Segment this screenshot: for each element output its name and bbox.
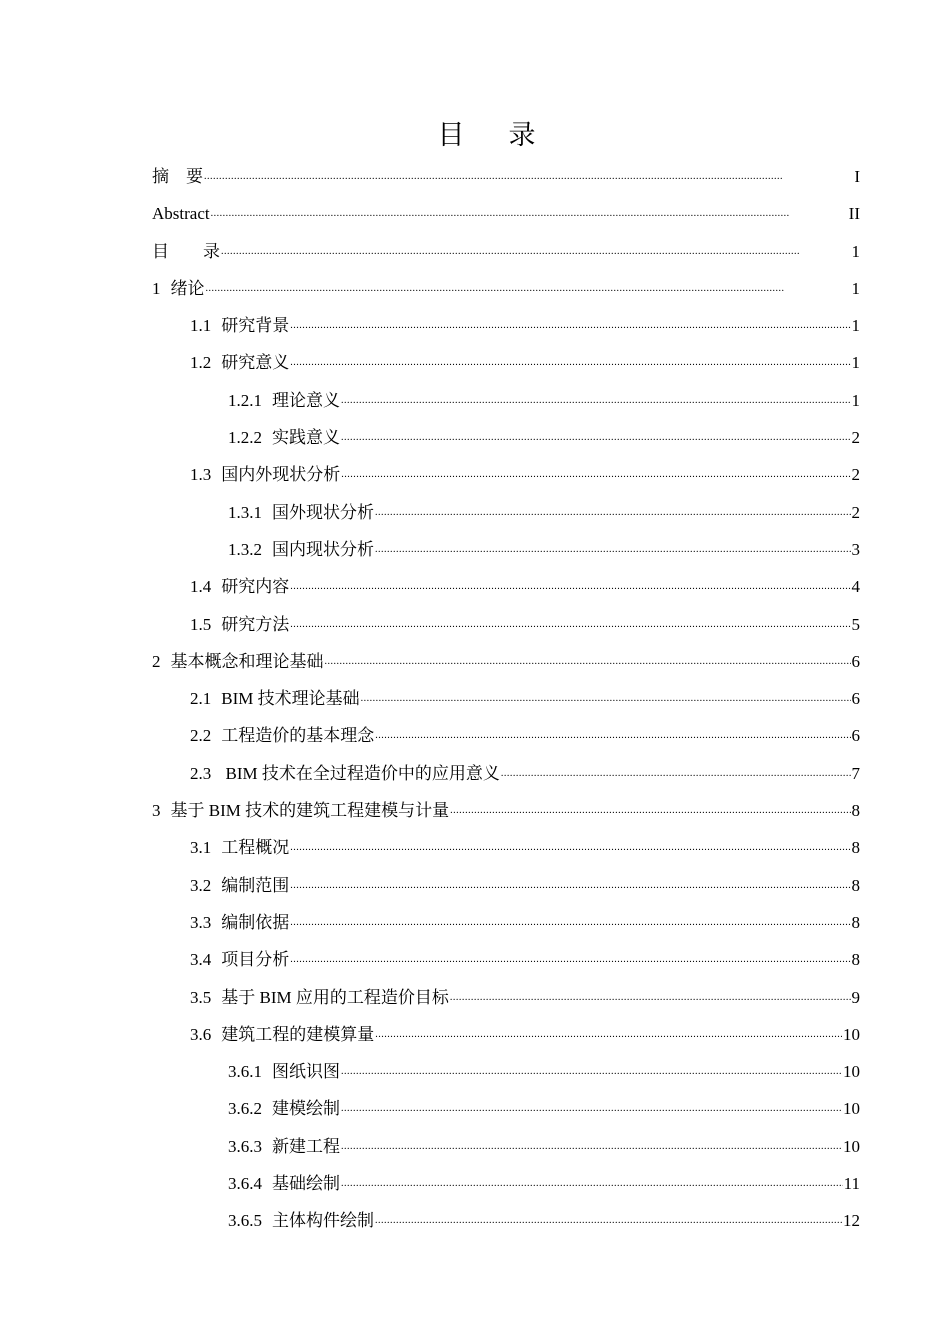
dot-leader xyxy=(325,650,851,667)
toc-page-number: 6 xyxy=(851,726,860,746)
toc-section-title: 目 录 xyxy=(152,241,220,261)
toc-section-number: 1.5 xyxy=(190,614,212,634)
toc-entry-label xyxy=(228,1128,340,1165)
toc-entry-label xyxy=(190,307,289,344)
toc-section-title: 研究背景 xyxy=(221,316,290,336)
dot-leader xyxy=(341,1135,842,1152)
toc-page-number: 10 xyxy=(843,1062,860,1082)
toc-entry[interactable] xyxy=(152,531,860,568)
dot-leader xyxy=(341,389,851,406)
toc-page-number: 1 xyxy=(851,241,860,261)
toc-entry[interactable] xyxy=(152,606,860,643)
toc-entry-label xyxy=(190,904,289,941)
toc-entry[interactable] xyxy=(152,1202,860,1239)
toc-section-number: 3.6.5 xyxy=(228,1211,262,1231)
toc-page-number: 4 xyxy=(851,577,860,597)
toc-entry[interactable] xyxy=(152,195,860,232)
toc-entry-label xyxy=(228,419,340,456)
dot-leader xyxy=(290,836,850,853)
toc-entry-label xyxy=(190,568,289,605)
toc-page-number: 10 xyxy=(843,1099,860,1119)
dot-leader xyxy=(290,874,850,891)
toc-entry[interactable] xyxy=(152,867,860,904)
toc-page-number: 9 xyxy=(851,987,860,1007)
toc-section-number: 2 xyxy=(152,651,161,671)
dot-leader xyxy=(221,240,851,257)
toc-entry[interactable] xyxy=(152,941,860,978)
toc-section-number: 3.3 xyxy=(190,912,212,932)
toc-section-number: 2.2 xyxy=(190,726,212,746)
toc-page-number: 1 xyxy=(851,390,860,410)
dot-leader xyxy=(341,426,851,443)
toc-entry-label xyxy=(228,1090,340,1127)
dot-leader xyxy=(204,165,853,182)
toc-section-number: 3.4 xyxy=(190,950,212,970)
toc-entry[interactable] xyxy=(152,382,860,419)
toc-entry-label xyxy=(152,643,324,680)
toc-section-title: 理论意义 xyxy=(272,390,340,410)
toc-entry[interactable] xyxy=(152,344,860,381)
toc-section-number: 2.3 xyxy=(190,763,212,783)
toc-section-title: 新建工程 xyxy=(272,1136,340,1156)
toc-section-title: 工程概况 xyxy=(221,838,290,858)
title-char-1: 目 xyxy=(437,120,467,150)
toc-entry[interactable] xyxy=(152,494,860,531)
toc-page-number: 2 xyxy=(851,502,860,522)
toc-entry[interactable] xyxy=(152,1053,860,1090)
toc-entry-label xyxy=(152,270,205,307)
toc-section-title: 研究意义 xyxy=(221,353,290,373)
toc-section-title: 基于 BIM 技术的建筑工程建模与计量 xyxy=(170,801,450,821)
dot-leader xyxy=(375,538,851,555)
toc-entry[interactable] xyxy=(152,680,860,717)
toc-entry-label xyxy=(228,1165,340,1202)
toc-entry[interactable] xyxy=(152,829,860,866)
toc-page-number: 8 xyxy=(851,801,860,821)
toc-page-number: 1 xyxy=(851,353,860,373)
toc-entry-label xyxy=(190,717,374,754)
toc-section-title: 研究内容 xyxy=(221,577,290,597)
toc-page-number: 3 xyxy=(851,539,860,559)
toc-entry-label xyxy=(190,867,289,904)
toc-section-number: 3.6.2 xyxy=(228,1099,262,1119)
toc-section-title: 基本概念和理论基础 xyxy=(170,651,324,671)
dot-leader xyxy=(211,202,848,219)
dot-leader xyxy=(341,1060,842,1077)
toc-entry-label xyxy=(190,606,289,643)
toc-entry[interactable] xyxy=(152,233,860,270)
toc-section-title: 国外现状分析 xyxy=(272,502,374,522)
toc-page-number: 7 xyxy=(851,763,860,783)
toc-page-number: 2 xyxy=(851,465,860,485)
toc-section-title: 编制范围 xyxy=(221,875,290,895)
toc-section-number: 3.2 xyxy=(190,875,212,895)
toc-section-title: 国内现状分析 xyxy=(272,539,374,559)
dot-leader xyxy=(290,948,850,965)
toc-section-title: 建模绘制 xyxy=(272,1099,340,1119)
toc-section-number: 3.1 xyxy=(190,838,212,858)
toc-entry-label xyxy=(228,1202,374,1239)
toc-entry-label xyxy=(152,792,449,829)
table-of-contents xyxy=(152,158,860,1240)
toc-entry[interactable] xyxy=(152,270,860,307)
dot-leader xyxy=(290,575,850,592)
toc-entry[interactable] xyxy=(152,1016,860,1053)
toc-section-title: BIM 技术在全过程造价中的应用意义 xyxy=(221,763,500,783)
toc-entry[interactable] xyxy=(152,717,860,754)
toc-section-title: 摘 要 xyxy=(152,167,203,186)
toc-entry-label xyxy=(190,829,289,866)
dot-leader xyxy=(290,911,850,928)
toc-entry[interactable] xyxy=(152,419,860,456)
toc-entry[interactable] xyxy=(152,307,860,344)
dot-leader xyxy=(375,724,850,741)
toc-section-title: 基于 BIM 应用的工程造价目标 xyxy=(221,987,449,1007)
toc-entry[interactable] xyxy=(152,904,860,941)
toc-page-number: 1 xyxy=(851,278,860,298)
toc-section-title: 国内外现状分析 xyxy=(221,465,341,485)
toc-page-number: 6 xyxy=(851,651,860,671)
toc-section-title: Abstract xyxy=(152,204,210,224)
toc-entry-label xyxy=(228,494,374,531)
toc-entry[interactable] xyxy=(152,643,860,680)
dot-leader xyxy=(290,613,850,630)
title-char-2: 录 xyxy=(508,120,538,150)
toc-section-title: 实践意义 xyxy=(272,428,340,448)
toc-page-number: 2 xyxy=(851,428,860,448)
toc-section-number: 3.6.4 xyxy=(228,1174,262,1194)
toc-page-number: 5 xyxy=(851,614,860,634)
toc-entry-label xyxy=(190,1016,374,1053)
dot-leader xyxy=(375,1023,842,1040)
toc-section-number: 3.6.3 xyxy=(228,1136,262,1156)
toc-page-number: 10 xyxy=(843,1024,860,1044)
dot-leader xyxy=(375,501,851,518)
toc-entry-label xyxy=(228,531,374,568)
toc-entry-label xyxy=(152,195,210,232)
toc-entry[interactable] xyxy=(152,1165,860,1202)
toc-entry-label xyxy=(152,158,203,195)
toc-section-number: 1.4 xyxy=(190,577,212,597)
toc-section-title: 主体构件绘制 xyxy=(272,1211,374,1231)
toc-section-number: 3.6.1 xyxy=(228,1062,262,1082)
toc-entry-label xyxy=(190,680,360,717)
dot-leader xyxy=(290,351,850,368)
toc-section-number: 3.6 xyxy=(190,1024,212,1044)
toc-section-number: 1.3 xyxy=(190,465,212,485)
toc-entry-label xyxy=(152,233,220,270)
toc-section-number: 1.3.2 xyxy=(228,539,262,559)
toc-entry-label xyxy=(190,941,289,978)
toc-entry[interactable] xyxy=(152,1128,860,1165)
toc-section-number: 1.1 xyxy=(190,316,212,336)
toc-section-number: 3 xyxy=(152,801,161,821)
toc-page-number: 11 xyxy=(843,1174,860,1194)
toc-page-number: 6 xyxy=(851,689,860,709)
toc-entry[interactable] xyxy=(152,1090,860,1127)
dot-leader xyxy=(450,799,850,816)
dot-leader xyxy=(375,1209,842,1226)
toc-section-title: 研究方法 xyxy=(221,614,290,634)
dot-leader xyxy=(341,1097,842,1114)
toc-entry-label xyxy=(190,755,500,792)
toc-entry-label xyxy=(228,1053,340,1090)
toc-page-number: II xyxy=(848,204,860,224)
toc-entry-label xyxy=(228,382,340,419)
toc-section-title: 基础绘制 xyxy=(272,1174,340,1194)
toc-entry[interactable] xyxy=(152,792,860,829)
toc-section-title: BIM 技术理论基础 xyxy=(221,689,360,709)
toc-entry[interactable] xyxy=(152,979,860,1016)
dot-leader xyxy=(501,762,851,779)
dot-leader xyxy=(341,1172,843,1189)
toc-section-number: 2.1 xyxy=(190,689,212,709)
toc-section-title: 项目分析 xyxy=(221,950,290,970)
toc-page-number: 12 xyxy=(843,1211,860,1231)
dot-leader xyxy=(341,463,850,480)
toc-entry[interactable] xyxy=(152,456,860,493)
toc-section-title: 绪论 xyxy=(170,278,205,298)
toc-section-title: 工程造价的基本理念 xyxy=(221,726,375,746)
toc-entry-label xyxy=(190,456,340,493)
toc-page-number: 8 xyxy=(851,838,860,858)
toc-page-number: 8 xyxy=(851,912,860,932)
dot-leader xyxy=(206,277,851,294)
toc-section-title: 编制依据 xyxy=(221,912,290,932)
dot-leader xyxy=(290,314,850,331)
toc-section-number: 1.2.2 xyxy=(228,428,262,448)
toc-page-number: 8 xyxy=(851,875,860,895)
toc-page-number: 8 xyxy=(851,950,860,970)
toc-entry[interactable] xyxy=(152,755,860,792)
toc-entry[interactable] xyxy=(152,568,860,605)
toc-page-number: 1 xyxy=(851,316,860,336)
toc-entry-label xyxy=(190,344,289,381)
dot-leader xyxy=(450,986,851,1003)
toc-section-title: 建筑工程的建模算量 xyxy=(221,1024,375,1044)
toc-section-number: 1 xyxy=(152,278,161,298)
toc-section-title: 图纸识图 xyxy=(272,1062,340,1082)
toc-section-number: 3.5 xyxy=(190,987,212,1007)
toc-entry-label xyxy=(190,979,449,1016)
toc-section-number: 1.2.1 xyxy=(228,390,262,410)
toc-section-number: 1.3.1 xyxy=(228,502,262,522)
dot-leader xyxy=(361,687,851,704)
toc-page-number: 10 xyxy=(843,1136,860,1156)
toc-section-number: 1.2 xyxy=(190,353,212,373)
page-title xyxy=(0,113,950,152)
toc-page-number: I xyxy=(854,167,860,186)
toc-entry[interactable] xyxy=(152,158,860,195)
